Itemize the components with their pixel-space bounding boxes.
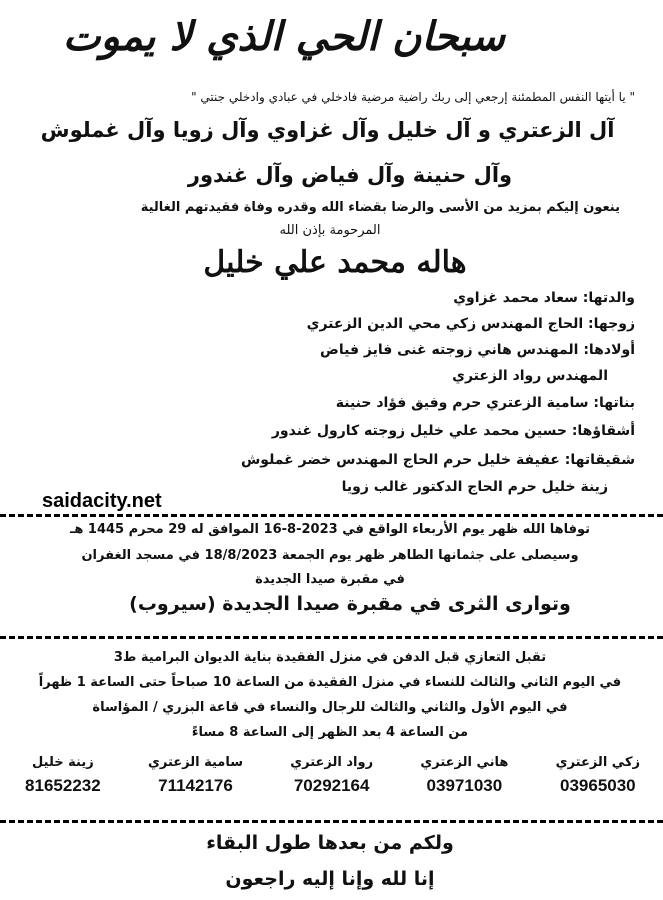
contact-item [148, 755, 243, 796]
contact-name: زينة خليل [32, 755, 94, 770]
relative-line: زوجها: الحاج المهندس زكي محي الدين الزعتري [306, 316, 635, 332]
header-title: سبحان الحي الذي لا يموت [62, 13, 505, 60]
announcement-line-1: ينعون إليكم بمزيد من الأسى والرضا بقضاء الله وقدره وفاة فقيدتهم الغالية [140, 200, 620, 215]
contact-item [25, 755, 101, 796]
contact-phone: 70292164 [293, 776, 370, 795]
condolences-line-2: في اليوم الثاني والثالث للنساء في منزل الفقيدة من الساعة 10 صباحاً حتى الساعة 1 ظهراً [38, 675, 622, 690]
families-line-1: آل الزعتري و آل خليل وآل غزاوي وآل زويا وآل غملوش [40, 118, 615, 142]
burial-line: وتوارى الثرى في مقبرة صيدا الجديدة (سيروب) [129, 593, 571, 615]
contact-phone: 71142176 [158, 776, 233, 795]
relative-line: شقيقاتها: عفيفة خليل حرم الحاج المهندس خضر غملوش [240, 452, 635, 468]
quran-verse: " يا أيتها النفس المطمئنة إرجعي إلى ربك راضية مرضية فادخلي في عبادي وادخلي جنتي " [191, 90, 635, 104]
closing-line-1: ولكم من بعدها طول البقاء [206, 832, 454, 854]
divider [0, 514, 663, 517]
funeral-line-3: في مقبرة صيدا الجديدة [255, 572, 405, 587]
divider [0, 820, 663, 823]
condolences-line-4: من الساعة 4 بعد الظهر إلى الساعة 8 مساءً [191, 725, 469, 740]
relative-line: أشقاؤها: حسين محمد علي خليل زوجته كارول غندور [271, 423, 635, 439]
contact-item [420, 755, 508, 796]
contact-phone: 03965030 [560, 776, 636, 795]
contact-phone: 03971030 [426, 776, 503, 795]
families-line-2: وآل حنينة وآل فياض وآل غندور [187, 163, 513, 187]
deceased-name: هاله محمد علي خليل [203, 245, 467, 280]
contact-item [556, 755, 640, 796]
contact-name: سامية الزعتري [147, 755, 243, 770]
relative-line: أولادها: المهندس هاني زوجته غنى فايز فياض [320, 342, 635, 358]
contact-name: زكي الزعتري [555, 755, 640, 770]
contacts-list [25, 755, 640, 796]
funeral-line-1: توفاها الله ظهر يوم الأربعاء الواقع في 2023-8-16 الموافق له 29 محرم 1445 هـ [69, 522, 591, 537]
contact-item [290, 755, 373, 796]
relative-line: بناتها: سامية الزعتري حرم وفيق فؤاد حنينة [335, 395, 635, 411]
announcement-line-2: المرحومة بإذن الله [279, 223, 381, 238]
watermark: saidacity.net [42, 490, 162, 512]
contact-name: هاني الزعتري [420, 755, 509, 770]
divider [0, 636, 663, 639]
contact-name: رواد الزعتري [290, 755, 374, 770]
relative-line: والدتها: سعاد محمد غزاوي [453, 290, 635, 306]
funeral-line-2: وسيصلى على جثمانها الطاهر ظهر يوم الجمعة 18/8/2023 في مسجد الغفران [81, 548, 579, 563]
condolences-line-1: تقبل التعازي قبل الدفن في منزل الفقيدة بناية الديوان البرامية ط3 [113, 650, 547, 665]
relative-line: زينة خليل حرم الحاج الدكتور غالب زويا [341, 479, 608, 495]
contact-phone: 81652232 [25, 776, 101, 795]
condolences-line-3: في اليوم الأول والثاني والثالث للرجال والنساء في قاعة البزري / المؤاساة [92, 700, 568, 715]
closing-line-2: إنا لله وإنا إليه راجعون [225, 868, 435, 890]
relative-line: المهندس رواد الزعتري [452, 368, 608, 384]
